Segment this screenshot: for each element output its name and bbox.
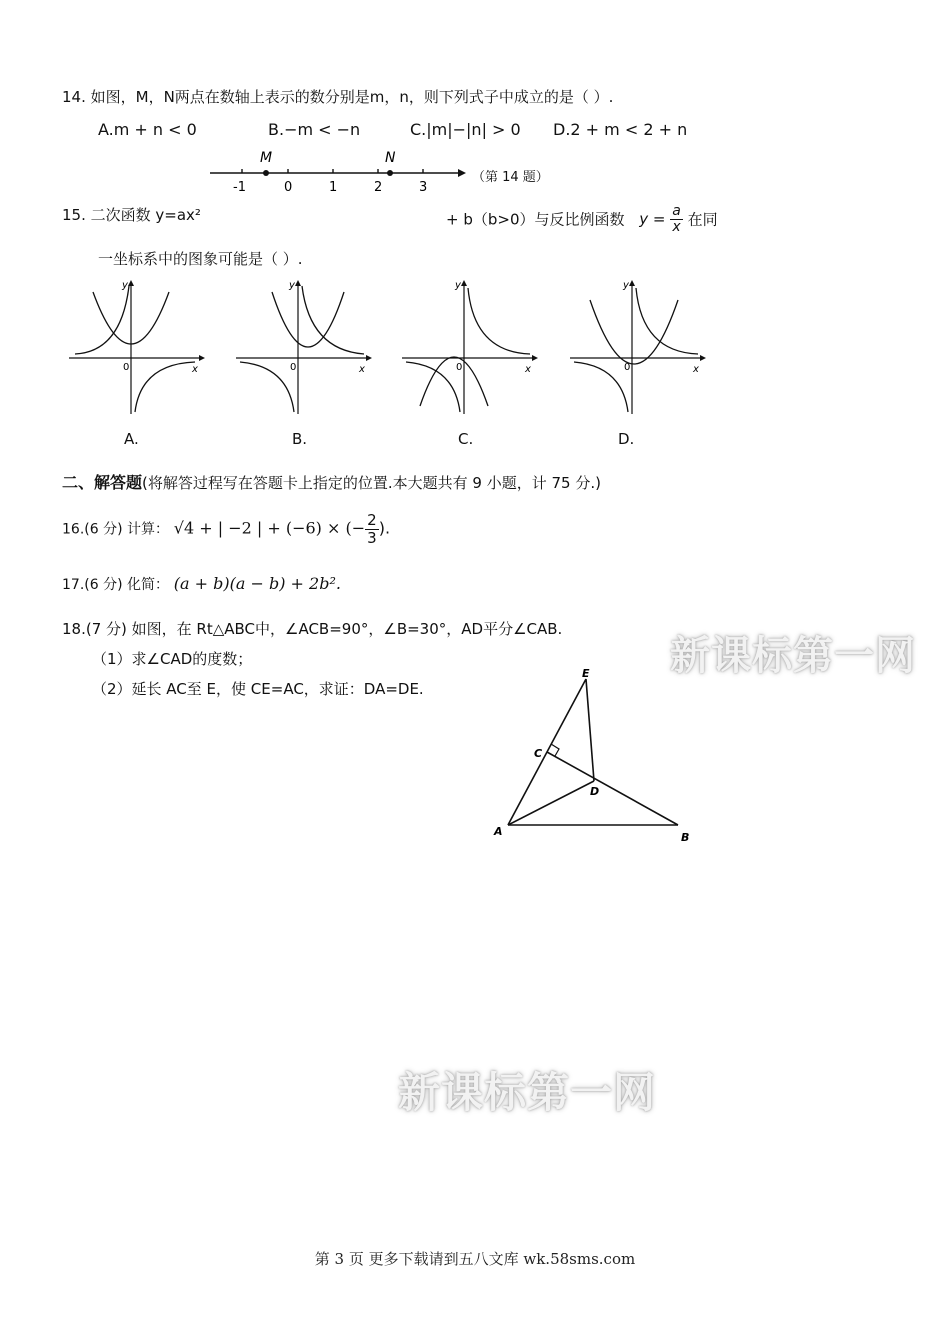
axis-y-label: y — [289, 280, 295, 291]
q15-stem-tail: 在同 — [687, 210, 718, 229]
point-e-label: E — [582, 667, 590, 680]
origin-label: 0 — [456, 362, 463, 373]
axis-y-label: y — [122, 280, 128, 291]
q16 — [62, 512, 390, 546]
q15-graph-a — [65, 278, 205, 418]
tick-label: 3 — [419, 180, 428, 195]
origin-label: 0 — [123, 362, 130, 373]
q15-label-c: C. — [458, 430, 474, 448]
watermark: 新课标第一网 — [398, 1068, 657, 1117]
axis-y-label: y — [623, 280, 629, 291]
q15-graph-b — [232, 278, 372, 418]
q14-option-d: D.2 + m < 2 + n — [553, 120, 688, 139]
q15-fraction — [670, 204, 683, 236]
q15-stem-b — [446, 204, 718, 236]
q16-expression: √4 + | −2 | + (−6) × (− — [173, 518, 366, 538]
q14-stem-text: 14. 如图，M，N两点在数轴上表示的数分别是m，n，则下列式子中成立的是（ ）. — [62, 88, 614, 106]
q15-frac-num: a — [672, 203, 681, 219]
axis-y-label: y — [455, 280, 461, 291]
q15-frac-den: x — [672, 219, 681, 236]
section-2-heading — [62, 470, 601, 493]
q15-y-eq: y = — [639, 210, 666, 229]
q18-part-2: （2）延长 AC至 E，使 CE=AC，求证：DA=DE. — [92, 680, 424, 698]
q14-number-line — [200, 145, 470, 195]
q18-triangle-figure — [490, 665, 705, 845]
point-c-label: C — [534, 747, 543, 760]
point-m — [263, 170, 269, 176]
tick-label: 0 — [284, 180, 293, 195]
page-footer: 第 3 页 更多下载请到五八文库 wk.58sms.com — [314, 1250, 636, 1268]
q18-stem: 18.(7 分) 如图，在 Rt△ABC中，∠ACB=90°，∠B=30°，AD平分∠CAB. — [62, 620, 563, 638]
arrow-right-icon — [458, 169, 466, 177]
q14-figure-caption: （第 14 题） — [472, 170, 549, 185]
q15-stem-b-text: + b（b>0）与反比例函数 — [446, 210, 625, 229]
point-n — [387, 170, 393, 176]
tick-label: -1 — [233, 180, 246, 195]
section-2-note: (将解答过程写在答题卡上指定的位置.本大题共有 9 小题，计 75 分.) — [142, 474, 601, 492]
q15-stem-a: 15. 二次函数 y=ax² — [62, 206, 201, 224]
axis-x-label: x — [693, 364, 699, 375]
q15-graph-c — [398, 278, 538, 418]
point-a-label: A — [494, 825, 503, 838]
q16-prefix: 16.(6 分) 计算： — [62, 521, 169, 538]
axis-x-label: x — [525, 364, 531, 375]
tick-label: 1 — [329, 180, 338, 195]
point-b-label: B — [681, 831, 690, 844]
q15-line2: 一坐标系中的图象可能是（ ）. — [98, 250, 303, 268]
point-d-label: D — [590, 785, 600, 798]
q16-frac-num: 2 — [367, 511, 377, 529]
watermark — [670, 624, 916, 681]
section-2-title: 二、解答题 — [62, 473, 143, 492]
q14-option-c: C.|m|−|n| > 0 — [410, 120, 521, 139]
q14-stem — [62, 86, 613, 107]
q15-label-b: B. — [292, 430, 308, 448]
q17-prefix: 17.(6 分) 化简： — [62, 577, 169, 593]
axis-x-label: x — [192, 364, 198, 375]
label-m: M — [260, 150, 273, 166]
q16-frac-den: 3 — [367, 528, 377, 547]
axis-x-label: x — [359, 364, 365, 375]
q15-label-a: A. — [124, 430, 139, 448]
watermark-text: 新课标第一网 — [670, 633, 916, 679]
q14-option-a: A.m + n < 0 — [98, 120, 197, 139]
tick-label: 2 — [374, 180, 383, 195]
q17 — [62, 574, 341, 594]
q16-tail: ). — [378, 518, 391, 538]
origin-label: 0 — [624, 362, 631, 373]
q15-graph-d — [566, 278, 706, 418]
q18-part-1: （1）求∠CAD的度数； — [92, 650, 253, 668]
q14-option-b: B.−m < −n — [268, 120, 361, 139]
origin-label: 0 — [290, 362, 297, 373]
q15-label-d: D. — [618, 430, 635, 448]
label-n: N — [385, 150, 396, 166]
q16-fraction — [365, 512, 379, 546]
q17-expression: (a + b)(a − b) + 2b². — [173, 574, 341, 593]
